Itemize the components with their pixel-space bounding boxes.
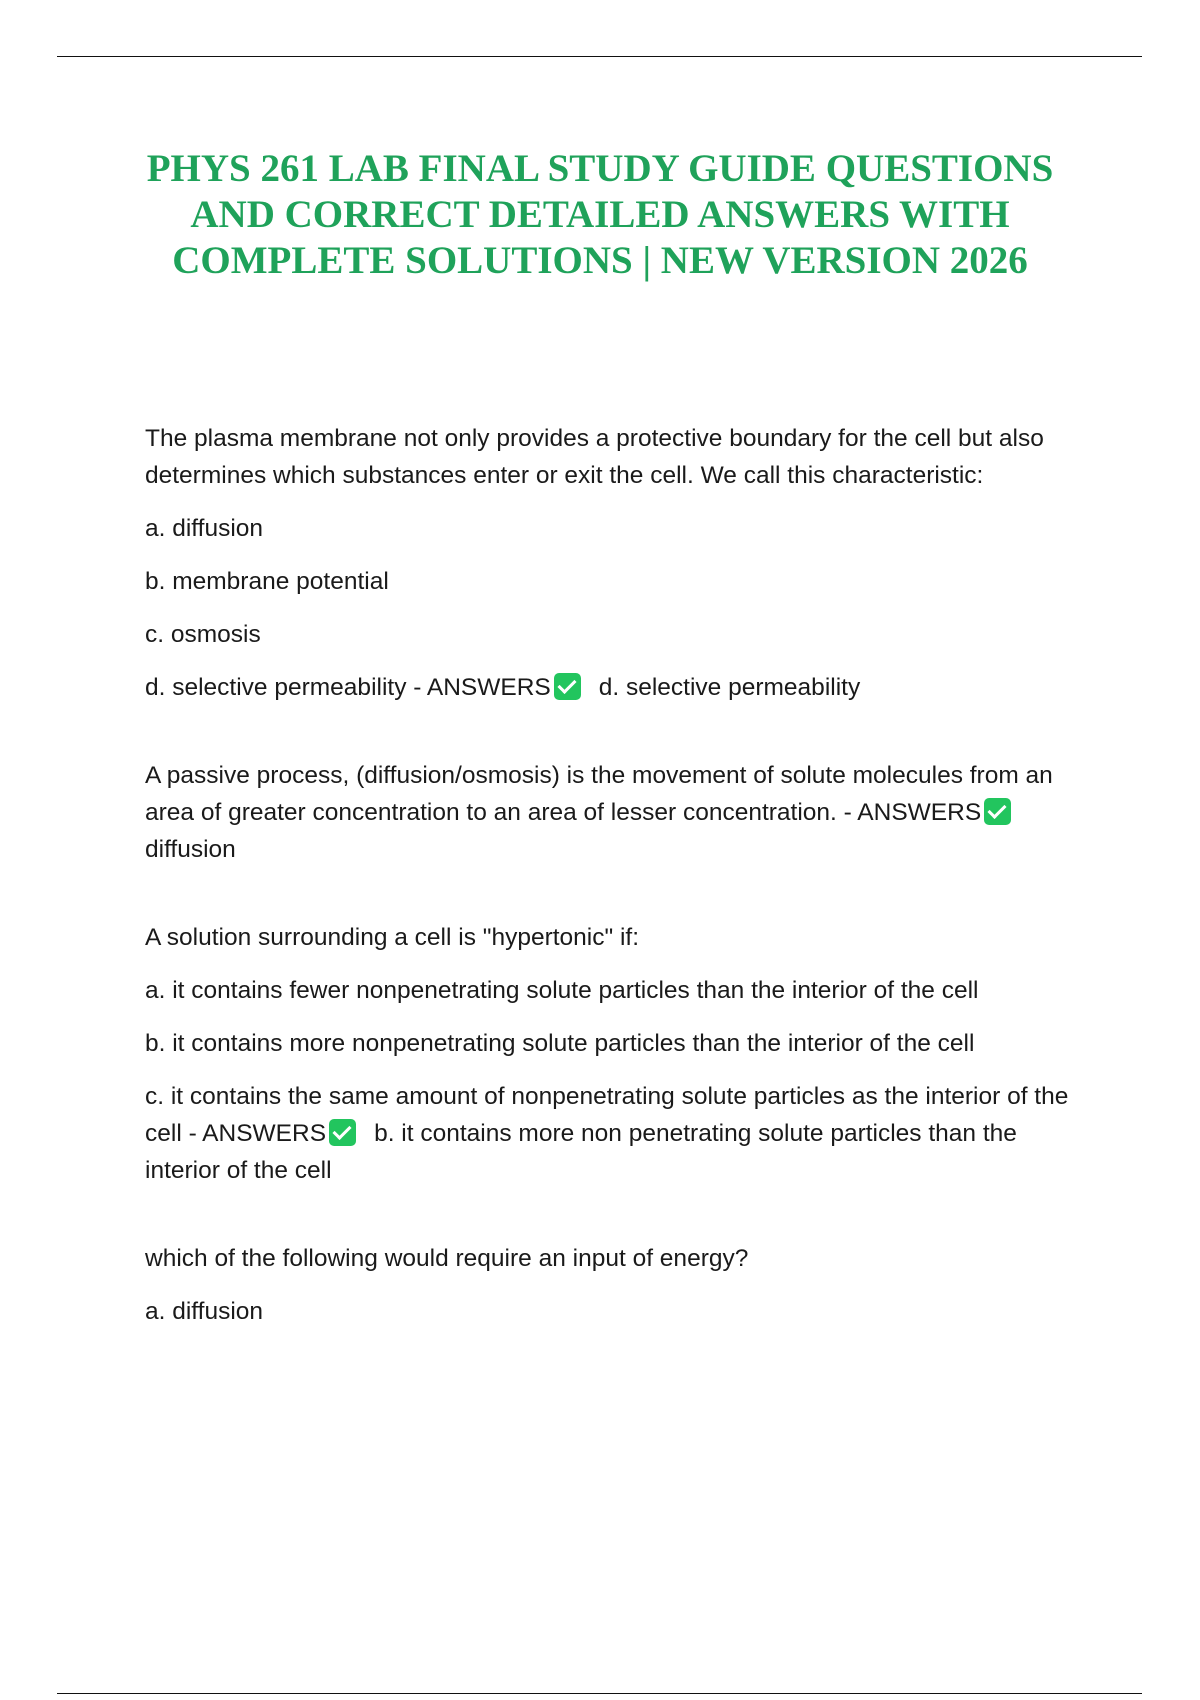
question-1 — [145, 420, 1095, 706]
check-mark-icon — [329, 1119, 356, 1146]
option-with-answer — [145, 1078, 1095, 1189]
question-3 — [145, 919, 1095, 1189]
option: c. it contains the same amount of nonpenetrating solute particles as the interior of the cell - ANSWERS — [145, 1083, 1069, 1147]
answer-text: diffusion — [145, 836, 236, 863]
question-stem: A solution surrounding a cell is "hypertonic" if: — [145, 924, 640, 951]
check-mark-icon — [984, 798, 1011, 825]
option: c. osmosis — [145, 621, 261, 648]
check-mark-icon — [554, 673, 581, 700]
question-stem: A passive process, (diffusion/osmosis) is the movement of solute molecules from an area of greater concentration to an area of lesser concentration. - ANSWERS — [145, 762, 1053, 826]
option: a. it contains fewer nonpenetrating solute particles than the interior of the cell — [145, 977, 979, 1004]
question-2 — [145, 757, 1095, 868]
bottom-rule — [57, 1693, 1142, 1694]
document-body — [145, 420, 1095, 1381]
top-rule — [57, 56, 1142, 57]
option: b. it contains more nonpenetrating solute particles than the interior of the cell — [145, 1030, 975, 1057]
option-with-answer — [145, 669, 1095, 706]
question-stem: which of the following would require an input of energy? — [145, 1245, 749, 1272]
answer-text: d. selective permeability — [598, 674, 861, 701]
question-4 — [145, 1240, 1095, 1330]
option: b. membrane potential — [145, 568, 389, 595]
question-stem: The plasma membrane not only provides a protective boundary for the cell but also determines which substances enter or exit the cell. We call this characteristic: — [145, 425, 1044, 489]
question-with-answer — [145, 757, 1095, 868]
option: a. diffusion — [145, 1298, 264, 1325]
option: d. selective permeability - ANSWERS — [145, 674, 551, 701]
answer-text: b. it contains more non penetrating solute particles than the interior of the cell — [145, 1120, 1017, 1184]
document-title: PHYS 261 LAB FINAL STUDY GUIDE QUESTIONS AND CORRECT DETAILED ANSWERS WITH COMPLETE SOLUTIONS | NEW VERSION 2026 — [146, 147, 1054, 282]
option: a. diffusion — [145, 515, 264, 542]
